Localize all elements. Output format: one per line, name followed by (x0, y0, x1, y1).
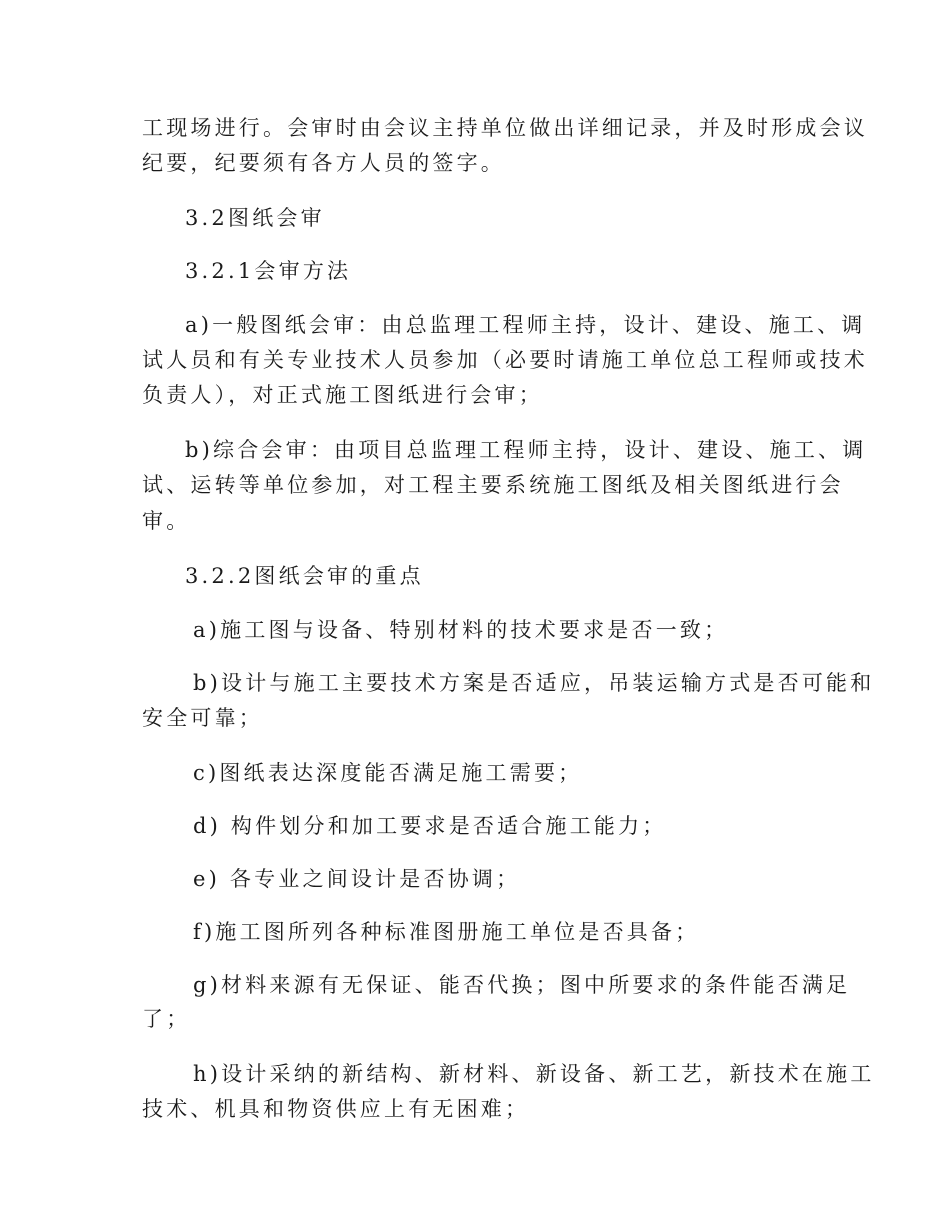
list-item-continuation: 技术、机具和物资供应上有无困难； (142, 1097, 530, 1121)
list-item: c)图纸表达深度能否满足施工需要； (193, 761, 583, 785)
list-item: g)材料来源有无保证、能否代换；图中所要求的条件能否满足 (193, 973, 851, 997)
list-item-continuation: 安全可靠； (142, 706, 263, 730)
section-heading: 3.2图纸会审 (185, 206, 325, 230)
paragraph-line: 纪要，纪要须有各方人员的签字。 (142, 151, 505, 175)
paragraph-line: 试、运转等单位参加，对工程主要系统施工图纸及相关图纸进行会 (142, 473, 844, 497)
paragraph-line: 审。 (142, 509, 191, 533)
subsection-heading: 3.2.1会审方法 (185, 259, 352, 283)
list-item: f)施工图所列各种标准图册施工单位是否具备； (193, 920, 700, 944)
paragraph-line: a)一般图纸会审：由总监理工程师主持，设计、建设、施工、调 (185, 313, 866, 337)
paragraph-line: 工现场进行。会审时由会议主持单位做出详细记录，并及时形成会议 (142, 116, 868, 140)
list-item: a)施工图与设备、特别材料的技术要求是否一致； (193, 618, 729, 642)
list-item: d) 构件划分和加工要求是否适合施工能力； (193, 814, 667, 838)
paragraph-line: 试人员和有关专业技术人员参加（必要时请施工单位总工程师或技术 (142, 348, 868, 372)
list-item-continuation: 了； (142, 1007, 191, 1031)
paragraph-line: 负责人），对正式施工图纸进行会审； (142, 383, 543, 407)
paragraph-line: b)综合会审：由项目总监理工程师主持，设计、建设、施工、调 (185, 438, 867, 462)
list-item: h)设计采纳的新结构、新材料、新设备、新工艺，新技术在施工 (193, 1062, 875, 1086)
subsection-heading: 3.2.2图纸会审的重点 (185, 564, 424, 588)
list-item: b)设计与施工主要技术方案是否适应，吊装运输方式是否可能和 (193, 671, 875, 695)
list-item: e) 各专业之间设计是否协调； (193, 867, 521, 891)
